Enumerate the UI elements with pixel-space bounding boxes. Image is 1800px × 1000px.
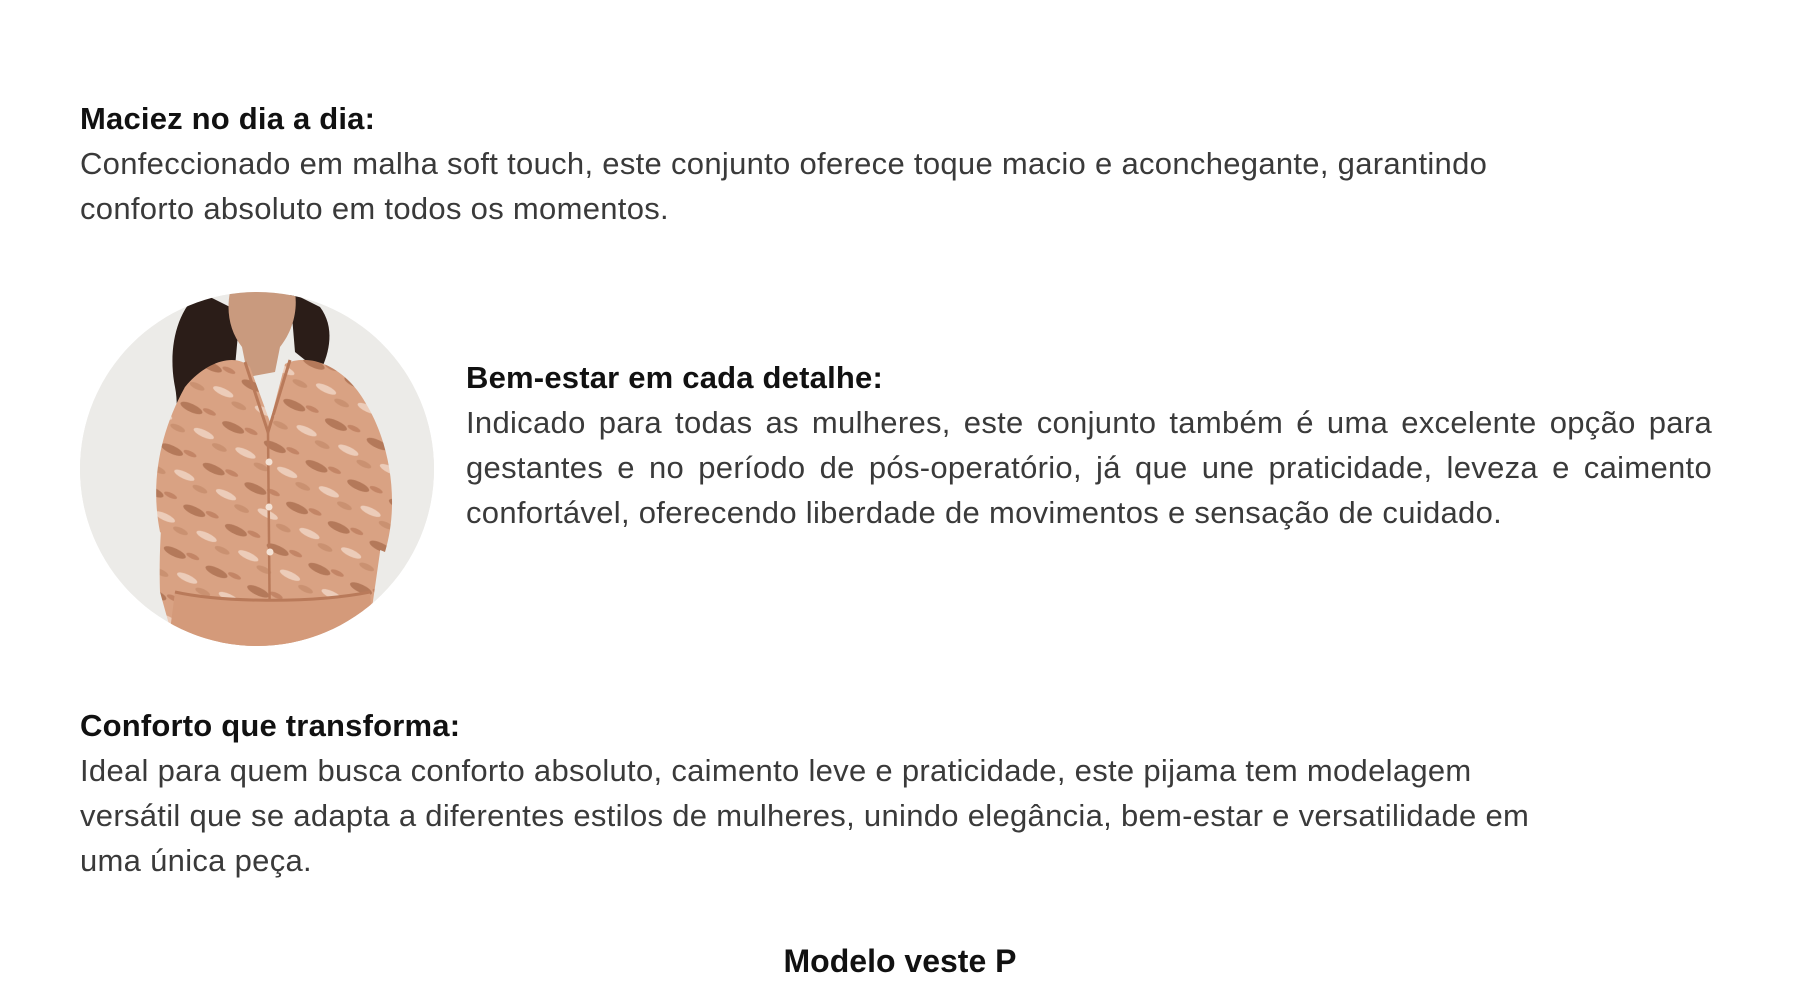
feature-heading: Conforto que transforma: <box>80 708 461 743</box>
feature-wellbeing <box>466 355 1712 535</box>
feature-description: Indicado para todas as mulheres, este conjunto também é uma excelente opção para gestantes e no período de pós-operatório, já que une praticidade, leveza e caimento confortável, oferecendo liberdade de movimentos e sensação de cuidado. <box>466 405 1712 530</box>
model-size-note: Modelo veste P <box>783 943 1017 979</box>
feature-softness <box>80 96 1560 231</box>
feature-heading: Maciez no dia a dia: <box>80 101 376 136</box>
feature-description: Ideal para quem busca conforto absoluto, caimento leve e praticidade, este pijama tem modelagem versátil que se adapta a diferentes estilos de mulheres, unindo elegância, bem-estar e versatilidade em uma única peça. <box>80 753 1530 878</box>
pajama-model-illustration <box>80 292 434 646</box>
feature-comfort <box>80 703 1580 883</box>
product-photo <box>80 292 434 646</box>
feature-heading: Bem-estar em cada detalhe: <box>466 360 883 395</box>
feature-description: Confeccionado em malha soft touch, este conjunto oferece toque macio e aconchegante, garantindo conforto absoluto em todos os momentos. <box>80 146 1488 226</box>
